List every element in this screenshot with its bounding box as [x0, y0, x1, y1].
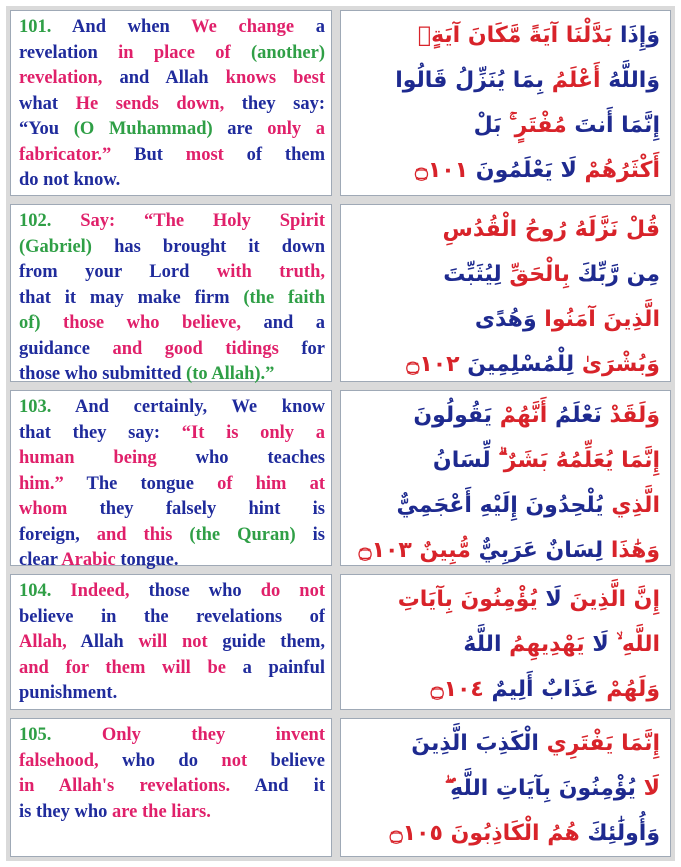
translation-line	[19, 286, 325, 312]
text-segment: believe in the revelations of	[19, 606, 325, 627]
text-segment: إِنَّمَا يُعَلِّمُهُ	[548, 448, 660, 473]
text-segment: 102.	[19, 211, 81, 231]
translation-line	[19, 209, 325, 235]
translation-line	[19, 749, 325, 775]
text-segment: human being	[19, 448, 196, 468]
text-segment: do not	[260, 581, 325, 601]
english-translation	[10, 204, 332, 382]
text-segment: 103.	[19, 397, 76, 417]
text-segment: ۖ	[444, 776, 451, 801]
arabic-line	[349, 811, 660, 856]
english-translation	[10, 10, 332, 196]
text-segment: بَدَّلْنَا آيَةً	[521, 23, 613, 48]
text-segment: from your Lord	[19, 262, 217, 282]
text-segment: a	[315, 17, 325, 37]
verse-row	[6, 200, 675, 382]
text-segment: that it may make firm	[19, 287, 244, 308]
text-segment: ۙ لَا	[584, 632, 617, 657]
translation-line	[19, 66, 325, 92]
text-segment: has brought it down	[114, 236, 325, 257]
text-segment: هُمُ	[539, 821, 580, 846]
text-segment: foreign,	[19, 524, 97, 545]
text-segment: are the liars.	[112, 801, 211, 822]
arabic-line	[349, 577, 660, 622]
text-segment: 101.	[19, 17, 73, 37]
text-segment: and good tidings	[112, 338, 302, 359]
arabic-line	[349, 483, 660, 528]
text-segment: and a	[263, 313, 325, 333]
text-segment: يَهْدِيهِمُ	[501, 632, 585, 657]
verse-row	[6, 6, 675, 196]
translation-line	[19, 395, 325, 421]
text-segment: بِمَا يُنَزِّلُ	[447, 68, 545, 93]
text-segment: بِآيَاتِ	[397, 587, 453, 612]
translation-line	[19, 260, 325, 286]
arabic-line	[349, 297, 660, 342]
text-segment: وَهُدًى	[474, 307, 537, 332]
text-segment: “It is only a	[181, 422, 325, 443]
text-segment: knows best	[225, 68, 325, 88]
text-segment: in Allah's revelations.	[19, 776, 255, 796]
text-segment: a painful	[242, 657, 325, 678]
english-translation	[10, 718, 332, 857]
text-segment: that they say:	[19, 422, 182, 443]
text-segment: يُؤْمِنُونَ	[452, 587, 538, 612]
text-segment: those who	[148, 581, 261, 601]
text-segment: 104.	[19, 581, 71, 601]
text-segment: اللَّهِ	[616, 632, 660, 657]
text-segment: ۝١٠٤	[430, 677, 484, 702]
text-segment: and Allah	[119, 68, 226, 88]
text-segment: tongue.	[120, 550, 179, 570]
text-segment: The tongue	[86, 473, 218, 494]
text-segment: will not	[138, 632, 223, 652]
text-segment: (the faith	[243, 287, 325, 308]
text-segment: لَا	[635, 776, 660, 801]
text-segment: revelation,	[19, 68, 120, 88]
text-segment: are	[227, 119, 268, 139]
verse-row	[6, 570, 675, 710]
text-segment: And when	[72, 17, 192, 37]
translation-line	[19, 774, 325, 800]
text-segment: مُفْتَرٍ	[509, 113, 567, 138]
text-segment: do not know.	[19, 170, 121, 190]
text-segment: “You	[19, 119, 74, 139]
translation-line	[19, 523, 325, 549]
text-segment: guidance	[19, 338, 113, 359]
text-segment: not	[221, 750, 271, 771]
text-segment: اللَّهُ	[463, 632, 502, 657]
english-translation	[10, 390, 332, 570]
arabic-text	[340, 204, 671, 382]
text-segment: أَنَّهُمْ	[492, 403, 548, 428]
text-segment: وَاللَّهُ	[600, 68, 660, 93]
translation-line	[19, 800, 325, 826]
text-segment: of him at	[217, 473, 325, 494]
text-segment: (to Allah).”	[186, 364, 275, 384]
translation-line	[19, 362, 325, 388]
arabic-line	[349, 207, 660, 252]
arabic-line	[349, 622, 660, 667]
arabic-line	[349, 342, 660, 387]
text-segment: الْكَاذِبُونَ	[442, 821, 540, 846]
text-segment: نَعْلَمُ	[547, 403, 602, 428]
text-segment: وَإِذَا	[612, 23, 660, 48]
arabic-text	[340, 718, 671, 857]
text-segment: إِنَّمَا يَفْتَرِي	[538, 731, 660, 756]
text-segment: for	[301, 338, 325, 359]
text-segment: إِنَّ الَّذِينَ	[561, 587, 660, 612]
arabic-text	[340, 574, 671, 710]
text-segment: guide them,	[222, 632, 325, 652]
text-segment: قُلْ نَزَّلَهُ	[567, 217, 660, 242]
text-segment: (another)	[251, 42, 325, 63]
text-segment: مِن رَّبِّكَ	[569, 262, 660, 287]
text-segment: أَعْلَمُ	[544, 68, 601, 93]
text-segment: falsehood,	[19, 750, 123, 771]
translation-line	[19, 235, 325, 261]
text-segment: Say: “The Holy Spirit	[80, 211, 325, 231]
text-segment: they say:	[241, 93, 325, 114]
text-segment: يُؤْمِنُونَ بِآيَاتِ اللَّهِ	[450, 776, 636, 801]
text-segment: We change	[191, 17, 316, 37]
text-segment: Only they invent	[101, 725, 325, 745]
translation-line	[19, 337, 325, 363]
text-segment: أَعْجَمِيٌّ	[396, 493, 472, 518]
text-segment: Allah,	[19, 632, 81, 652]
text-segment: يَقُولُونَ	[413, 403, 493, 428]
arabic-line	[349, 148, 660, 193]
text-segment: ۝١٠٥	[389, 821, 443, 846]
text-segment: لِلْمُسْلِمِينَ	[459, 352, 575, 377]
text-segment: believe	[270, 750, 325, 771]
text-segment: وَبُشْرَىٰ	[574, 352, 660, 377]
text-segment: رُوحُ الْقُدُسِ	[442, 217, 568, 242]
text-segment: Indeed,	[70, 581, 149, 601]
arabic-line	[349, 438, 660, 483]
arabic-line	[349, 721, 660, 766]
text-segment: لَا	[537, 587, 562, 612]
text-segment: مَّكَانَ آيَةٍ	[417, 23, 522, 48]
text-segment: بِالْحَقِّ	[501, 262, 570, 287]
verses-table	[6, 6, 675, 861]
translation-line	[19, 656, 325, 682]
text-segment: what	[19, 93, 76, 114]
arabic-line	[349, 13, 660, 58]
text-segment: 105.	[19, 725, 102, 745]
text-segment: most	[185, 144, 247, 165]
text-segment: And it	[254, 776, 325, 796]
text-segment: أَكْثَرُهُمْ	[576, 158, 660, 183]
text-segment: clear	[19, 550, 62, 570]
text-segment: him.”	[19, 473, 87, 494]
text-segment: is	[312, 524, 325, 545]
translation-line	[19, 168, 325, 194]
translation-line	[19, 723, 325, 749]
arabic-line	[349, 252, 660, 297]
text-segment: وَهَٰذَا	[603, 538, 660, 563]
text-segment: الْكَذِبَ	[467, 731, 539, 756]
text-segment: those who believe,	[63, 313, 264, 333]
arabic-text	[340, 390, 671, 566]
text-segment: Arabic	[61, 550, 121, 570]
arabic-text	[340, 10, 671, 196]
text-segment: لَا يَعْلَمُونَ	[468, 158, 577, 183]
text-segment: who teaches	[195, 448, 325, 468]
text-segment: ۚ بَلْ	[473, 113, 510, 138]
text-segment: لِسَانٌ عَرَبِيٌّ	[470, 538, 604, 563]
text-segment: And certainly, We know	[75, 397, 325, 417]
translation-line	[19, 41, 325, 67]
text-segment: لِيُثَبِّتَ	[443, 262, 502, 287]
text-segment: وَلَقَدْ	[601, 403, 660, 428]
text-segment: who do	[122, 750, 222, 771]
text-segment: وَأُولَٰئِكَ	[579, 821, 660, 846]
text-segment: ۝١٠٣	[358, 538, 412, 563]
text-segment: and this	[96, 524, 190, 545]
text-segment: those who submitted	[19, 364, 187, 384]
text-segment: (Gabriel)	[19, 236, 115, 257]
translation-line	[19, 446, 325, 472]
translation-line	[19, 497, 325, 523]
arabic-line	[349, 667, 660, 712]
text-segment: revelation	[19, 42, 119, 63]
text-segment: مُّبِينٌ	[411, 538, 471, 563]
text-segment: الَّذِينَ	[411, 731, 468, 756]
verse-row	[6, 714, 675, 857]
english-translation	[10, 574, 332, 710]
text-segment: عَذَابٌ أَلِيمٌ	[483, 677, 599, 702]
text-segment: He sends down,	[75, 93, 242, 114]
text-segment: in place of	[118, 42, 252, 63]
text-segment: they falsely hint is	[99, 499, 325, 519]
text-segment: الَّذِينَ آمَنُوا	[536, 307, 660, 332]
text-segment: (O Muhammad)	[73, 119, 228, 139]
text-segment: لِّسَانُ	[432, 448, 491, 473]
translation-line	[19, 143, 325, 169]
text-segment: whom	[19, 499, 100, 519]
text-segment: punishment.	[19, 683, 118, 703]
text-segment: fabricator.”	[19, 144, 135, 165]
translation-line	[19, 117, 325, 143]
translation-line	[19, 421, 325, 447]
translation-line	[19, 630, 325, 656]
verse-row	[6, 386, 675, 570]
text-segment: يُلْحِدُونَ إِلَيْهِ	[471, 493, 604, 518]
text-segment: of them	[246, 144, 325, 165]
translation-line	[19, 579, 325, 605]
text-segment: with truth,	[216, 262, 325, 282]
translation-line	[19, 15, 325, 41]
arabic-line	[349, 393, 660, 438]
arabic-line	[349, 766, 660, 811]
text-segment: and for them will be	[19, 657, 243, 678]
text-segment: (the Quran)	[189, 524, 313, 545]
text-segment: of)	[19, 313, 64, 333]
text-segment: ۝١٠٢	[406, 352, 460, 377]
arabic-line	[349, 58, 660, 103]
text-segment: But	[134, 144, 186, 165]
translation-line	[19, 311, 325, 337]
text-segment: only a	[267, 119, 325, 139]
text-segment: is they who	[19, 801, 113, 822]
text-segment: بَشَرٌ ۗ	[490, 448, 549, 473]
arabic-line	[349, 103, 660, 148]
arabic-line	[349, 528, 660, 573]
text-segment: وَلَهُمْ	[598, 677, 660, 702]
text-segment: الَّذِي	[603, 493, 660, 518]
text-segment: ۝١٠١	[414, 158, 469, 183]
translation-line	[19, 681, 325, 707]
translation-line	[19, 472, 325, 498]
text-segment: Allah	[80, 632, 139, 652]
translation-line	[19, 605, 325, 631]
text-segment: إِنَّمَا أَنتَ	[566, 113, 660, 138]
translation-line	[19, 92, 325, 118]
text-segment: قَالُوا	[395, 68, 448, 93]
